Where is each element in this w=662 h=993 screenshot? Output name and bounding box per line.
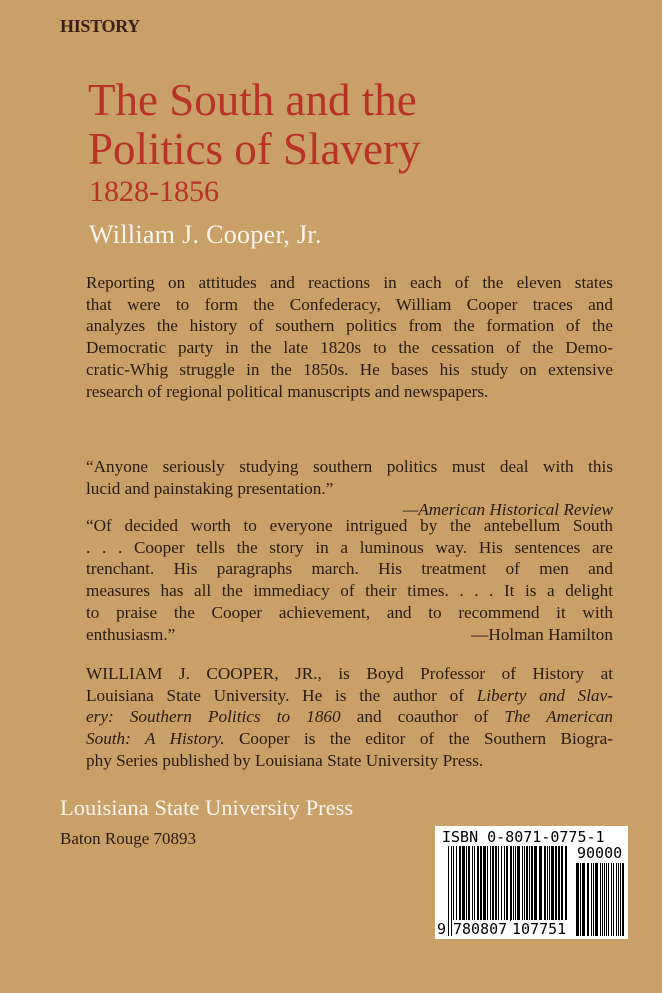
text-line: that were to form the Confederacy, William Cooper traces and (86, 294, 613, 314)
barcode-bar (522, 846, 523, 921)
barcode-bar (618, 863, 619, 936)
barcode-bar (547, 846, 548, 921)
barcode-bar (524, 846, 525, 921)
barcode-bar (613, 863, 614, 936)
text-line: South: A History. Cooper is the editor of the Southern Biogra- (86, 729, 613, 749)
ean-left: 780807 (453, 920, 508, 938)
barcode-bar (620, 863, 621, 936)
review-quote-2 (86, 515, 613, 645)
text-line: trenchant. His paragraphs march. His treatment of men and (86, 559, 613, 579)
barcode-bar (576, 863, 579, 936)
text-line: ery: Southern Politics to 1860 and coauthor of The American (86, 707, 613, 727)
barcode-bar (466, 846, 467, 921)
barcode-bar (492, 846, 494, 921)
text-line: cratic-Whig struggle in the 1850s. He bases his study on extensive (86, 359, 613, 379)
isbn-barcode (435, 826, 628, 939)
barcode-bar (534, 846, 537, 921)
barcode-bar (551, 846, 554, 921)
isbn-number: ISBN 0-8071-0775-1 (442, 828, 605, 846)
barcode-bar (501, 846, 502, 921)
barcode-bar (477, 846, 479, 921)
barcode-bar (483, 846, 486, 921)
text-line: . . . Cooper tells the story in a luminous way. His sentences are (86, 537, 613, 557)
text-line: to praise the Cooper achievement, and to recommend it with (86, 602, 613, 622)
text-line: Reporting on attitudes and reactions in each of the eleven states (86, 273, 613, 292)
barcode-bar (526, 846, 528, 921)
publisher-city: Baton Rouge 70893 (60, 829, 196, 848)
barcode-bar (487, 846, 488, 921)
book-title-line-1: The South and the (88, 75, 417, 125)
barcode-bar (480, 846, 482, 921)
barcode-bar (453, 846, 454, 921)
text-line: measures has all the immediacy of their times. . . . It is a delight (86, 581, 613, 601)
barcode-bar (593, 863, 594, 936)
barcode-bar (495, 846, 497, 921)
barcode-bar (490, 846, 491, 921)
barcode-bar (622, 863, 624, 936)
barcode-bar (504, 846, 505, 921)
text-line: WILLIAM J. COOPER, JR., is Boyd Professor of History at (86, 664, 613, 683)
barcode-bar (539, 846, 542, 921)
barcode-bar (468, 846, 470, 921)
book-subtitle-dates: 1828-1856 (89, 175, 219, 208)
text-line: phy Series published by Louisiana State University Press. (86, 750, 484, 770)
barcode-bar (515, 846, 516, 921)
text-line: Louisiana State University. He is the author of Liberty and Slav- (86, 685, 613, 705)
barcode-bar (616, 863, 617, 936)
barcode-bar (510, 846, 512, 921)
book-title-line-2: Politics of Slavery (88, 124, 421, 174)
barcode-bar (561, 846, 563, 921)
barcode-bar (587, 863, 589, 936)
barcode-bar (608, 863, 609, 936)
author-name: William J. Cooper, Jr. (89, 220, 322, 249)
price-code: 90000 (577, 844, 623, 862)
ean-prefix: 9 (437, 920, 447, 938)
quote-source: —American Historical Review (402, 500, 613, 520)
barcode-bar (595, 863, 598, 936)
barcode-bar (448, 846, 449, 936)
category-label: HISTORY (60, 16, 140, 36)
review-quote-1 (86, 456, 613, 521)
barcode-bar (459, 846, 461, 921)
barcode-bar (580, 863, 581, 936)
barcode-bar (517, 846, 520, 921)
text-line: analyzes the history of southern politics from the formation of the (86, 316, 613, 336)
text-line: lucid and painstaking presentation.” (86, 478, 334, 498)
barcode-bar (558, 846, 560, 921)
barcode-bar (549, 846, 550, 921)
barcode-bar (472, 846, 473, 921)
text-line: research of regional political manuscripts and newspapers. (86, 381, 489, 401)
barcode-bar (611, 863, 612, 936)
barcode-bar (600, 863, 601, 936)
barcode-bar (544, 846, 546, 921)
text-line: “Of decided worth to everyone intrigued by the antebellum South (86, 516, 613, 535)
ean-right: 107751 (512, 920, 567, 938)
text-line: “Anyone seriously studying southern politics must deal with this (86, 457, 613, 476)
barcode-bar (498, 846, 499, 921)
barcode-bar (591, 863, 592, 936)
barcode-bar (462, 846, 465, 921)
barcode-bar (474, 846, 475, 921)
barcode-bar (513, 846, 514, 921)
barcode-bar (529, 846, 530, 921)
barcode-bar (456, 846, 457, 921)
quote-source: —Holman Hamilton (471, 624, 613, 644)
barcode-bar (531, 846, 533, 921)
barcode-bar (606, 863, 607, 936)
description (86, 272, 613, 402)
text-line: enthusiasm.” (86, 624, 176, 644)
barcode-bar (604, 863, 605, 936)
barcode-bar (582, 863, 585, 936)
publisher-name: Louisiana State University Press (60, 795, 354, 820)
text-line: Democratic party in the late 1820s to the cessation of the Demo- (86, 338, 613, 358)
barcode-bar (555, 846, 557, 921)
barcode-bar (602, 863, 603, 936)
author-bio (86, 663, 613, 772)
